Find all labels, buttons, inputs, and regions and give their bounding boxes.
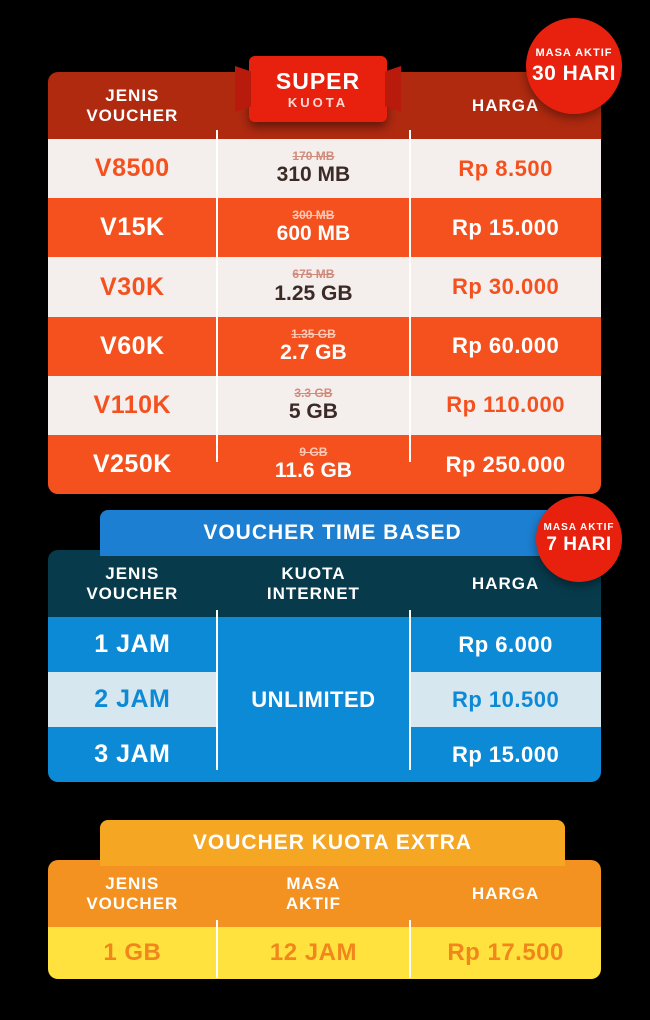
header-harga: HARGA	[410, 550, 601, 617]
cell-jenis: V60K	[48, 317, 217, 376]
kuota-old-value: 9 GB	[299, 445, 328, 460]
kuota-extra-banner: VOUCHER KUOTA EXTRA	[100, 820, 565, 866]
cell-harga: Rp 15.000	[410, 198, 601, 257]
cell-harga: Rp 15.000	[410, 727, 601, 782]
table-header-row	[48, 550, 601, 617]
kuota-new-value: 11.6 GB	[274, 459, 352, 483]
header-kuota-line1: KUOTA	[281, 564, 346, 583]
cell-kuota-unlimited: UNLIMITED	[217, 617, 411, 782]
kuota-extra-table	[48, 860, 601, 979]
cell-jenis: V250K	[48, 435, 217, 494]
kuota-old-value: 170 MB	[292, 149, 335, 164]
column-divider	[216, 130, 218, 462]
kuota-new-value: 1.25 GB	[274, 281, 353, 305]
cell-harga: Rp 6.000	[410, 617, 601, 672]
cell-jenis: V15K	[48, 198, 217, 257]
super-kuota-badge	[249, 56, 387, 122]
header-harga: HARGA	[410, 860, 601, 927]
cell-harga: Rp 60.000	[410, 317, 601, 376]
header-kuota-internet	[217, 550, 411, 617]
table-row	[48, 257, 601, 316]
cell-harga: Rp 110.000	[410, 376, 601, 435]
column-divider	[409, 920, 411, 978]
masa-aktif-label: MASA AKTIF	[543, 522, 615, 534]
header-jenis-line2: VOUCHER	[86, 583, 179, 603]
header-jenis-line2: VOUCHER	[86, 893, 179, 913]
cell-kuota	[217, 198, 411, 257]
cell-kuota	[217, 257, 411, 316]
cell-kuota	[217, 435, 411, 494]
kuota-new-value: 600 MB	[276, 222, 351, 246]
table-header-row	[48, 860, 601, 927]
table-row	[48, 198, 601, 257]
cell-jenis: V30K	[48, 257, 217, 316]
header-jenis-line1: JENIS	[105, 86, 160, 105]
cell-masa-aktif: 12 JAM	[217, 927, 411, 979]
table-row	[48, 317, 601, 376]
kuota-new-value: 2.7 GB	[280, 340, 347, 364]
masa-aktif-label: MASA AKTIF	[535, 47, 613, 60]
table-row	[48, 927, 601, 979]
super-badge-line2: KUOTA	[287, 94, 349, 110]
cell-jenis: 1 JAM	[48, 617, 217, 672]
time-based-banner: VOUCHER TIME BASED	[100, 510, 565, 556]
kuota-old-value: 675 MB	[292, 267, 335, 282]
column-divider	[409, 610, 411, 770]
cell-jenis: V8500	[48, 139, 217, 198]
cell-harga: Rp 10.500	[410, 672, 601, 727]
header-jenis-voucher	[48, 860, 217, 927]
column-divider	[409, 130, 411, 462]
header-jenis-voucher	[48, 72, 217, 139]
table-row	[48, 617, 601, 672]
masa-aktif-value: 30 HARI	[531, 61, 617, 85]
cell-harga: Rp 30.000	[410, 257, 601, 316]
header-masa-line2: AKTIF	[285, 893, 341, 913]
kuota-old-value: 300 MB	[292, 208, 335, 223]
cell-harga: Rp 17.500	[410, 927, 601, 979]
masa-aktif-badge-30-hari	[526, 18, 622, 114]
header-jenis-line2: VOUCHER	[86, 105, 179, 125]
super-badge-line1: SUPER	[275, 67, 361, 94]
masa-aktif-value: 7 HARI	[546, 534, 612, 556]
kuota-new-value: 310 MB	[276, 163, 351, 187]
cell-jenis: V110K	[48, 376, 217, 435]
column-divider	[216, 920, 218, 978]
header-harga: HARGA	[410, 72, 601, 139]
kuota-old-value: 3.3 GB	[294, 385, 333, 400]
time-based-table	[48, 550, 601, 782]
header-jenis-voucher	[48, 550, 217, 617]
cell-kuota	[217, 317, 411, 376]
header-jenis-line1: JENIS	[105, 564, 160, 583]
cell-harga: Rp 8.500	[410, 139, 601, 198]
column-divider	[216, 610, 218, 770]
masa-aktif-badge-7-hari	[536, 496, 622, 582]
cell-kuota	[217, 139, 411, 198]
kuota-old-value: 1.35 GB	[291, 326, 336, 341]
table-row	[48, 376, 601, 435]
header-jenis-line1: JENIS	[105, 874, 160, 893]
header-masa-aktif	[217, 860, 411, 927]
kuota-new-value: 5 GB	[288, 400, 338, 424]
table-row	[48, 139, 601, 198]
cell-kuota	[217, 376, 411, 435]
cell-jenis: 2 JAM	[48, 672, 217, 727]
cell-jenis: 1 GB	[48, 927, 217, 979]
table-row	[48, 435, 601, 494]
header-masa-line1: MASA	[286, 874, 341, 893]
cell-harga: Rp 250.000	[410, 435, 601, 494]
cell-jenis: 3 JAM	[48, 727, 217, 782]
header-kuota-line2: INTERNET	[266, 583, 360, 603]
